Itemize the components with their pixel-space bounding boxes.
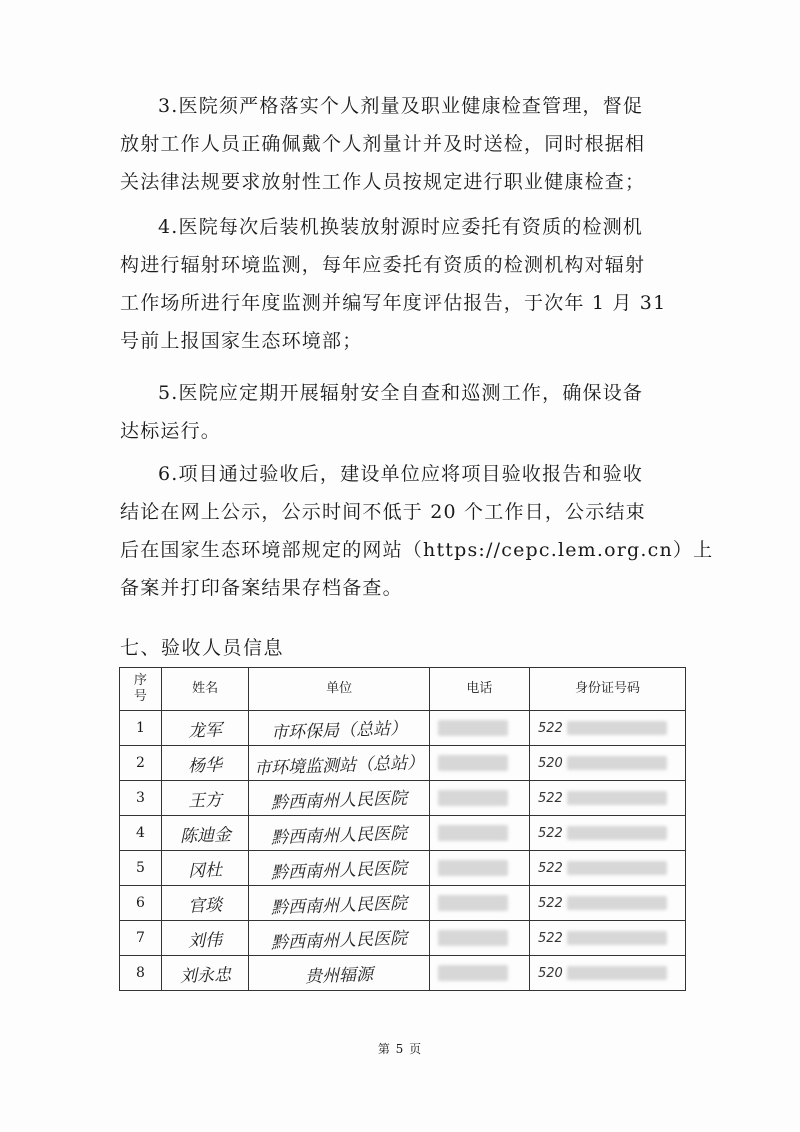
id-prefix: 522 xyxy=(537,826,563,841)
text-line: 构进行辐射环境监测，每年应委托有资质的检测机构对辐射 xyxy=(120,254,646,276)
handwritten-unit: 市环境监测站（总站） xyxy=(253,752,425,779)
row-number: 5 xyxy=(120,851,162,886)
signature-name xyxy=(161,921,248,956)
table-row xyxy=(120,711,686,746)
phone-cell xyxy=(429,886,529,921)
header-phone: 电话 xyxy=(429,668,529,711)
header-name: 姓名 xyxy=(161,668,248,711)
handwritten-name: 龙军 xyxy=(187,719,223,742)
signature-name xyxy=(161,711,248,746)
row-number: 6 xyxy=(120,886,162,921)
phone-cell xyxy=(429,921,529,956)
header-unit: 单位 xyxy=(249,668,430,711)
handwritten-unit: 黔西南州人民医院 xyxy=(270,858,408,883)
handwritten-name: 刘永忠 xyxy=(179,964,231,987)
id-cell xyxy=(529,886,685,921)
signature-name xyxy=(161,851,248,886)
redacted-phone xyxy=(438,825,508,841)
row-number: 1 xyxy=(120,711,162,746)
id-cell xyxy=(529,711,685,746)
phone-cell xyxy=(429,711,529,746)
signature-name xyxy=(161,781,248,816)
text-line: 结论在网上公示，公示时间不低于 20 个工作日，公示结束 xyxy=(120,501,646,523)
row-number: 8 xyxy=(120,956,162,991)
row-number: 3 xyxy=(120,781,162,816)
id-prefix: 522 xyxy=(537,721,563,736)
text-line: 工作场所进行年度监测并编写年度评估报告，于次年 1 月 31 xyxy=(120,292,667,314)
header-no: 序号 xyxy=(120,668,162,711)
section-title: 七、验收人员信息 xyxy=(120,637,285,659)
text-line: 号前上报国家生态环境部； xyxy=(120,330,363,352)
id-cell xyxy=(529,816,685,851)
text-line: 6.项目通过验收后，建设单位应将项目验收报告和验收 xyxy=(158,463,644,485)
handwritten-unit: 黔西南州人民医院 xyxy=(270,893,408,918)
text-line: 关法律法规要求放射性工作人员按规定进行职业健康检查； xyxy=(120,171,646,193)
paragraph-6 xyxy=(120,455,714,607)
id-prefix: 522 xyxy=(537,896,563,911)
table-row xyxy=(120,851,686,886)
redacted-phone xyxy=(438,720,508,736)
handwritten-name: 杨华 xyxy=(187,754,223,777)
unit-cell xyxy=(249,816,430,851)
redacted-phone xyxy=(438,755,508,771)
handwritten-name: 冈杜 xyxy=(187,859,223,882)
paragraph-4 xyxy=(120,208,682,360)
signature-name xyxy=(161,746,248,781)
redacted-phone xyxy=(438,790,508,806)
phone-cell xyxy=(429,851,529,886)
unit-cell xyxy=(249,956,430,991)
id-prefix: 520 xyxy=(537,966,563,981)
unit-cell xyxy=(249,886,430,921)
text-line: 备案并打印备案结果存档备查。 xyxy=(120,577,403,599)
staff-table xyxy=(119,667,686,991)
table-row xyxy=(120,886,686,921)
table-row xyxy=(120,956,686,991)
unit-cell xyxy=(249,711,430,746)
redacted-id xyxy=(567,791,667,805)
text-line: 3.医院须严格落实个人剂量及职业健康检查管理，督促 xyxy=(158,95,644,117)
table-row xyxy=(120,921,686,956)
redacted-id xyxy=(567,826,667,840)
text-line: 后在国家生态环境部规定的网站（https://cepc.lem.org.cn）上 xyxy=(120,539,714,561)
id-cell xyxy=(529,921,685,956)
signature-name xyxy=(161,956,248,991)
page-number: 第 5 页 xyxy=(377,1042,423,1056)
redacted-id xyxy=(567,721,667,735)
id-cell xyxy=(529,746,685,781)
handwritten-unit: 黔西南州人民医院 xyxy=(270,823,408,848)
redacted-phone xyxy=(438,930,508,946)
handwritten-name: 陈迪金 xyxy=(179,824,231,847)
unit-cell xyxy=(249,746,430,781)
redacted-id xyxy=(567,896,667,910)
id-prefix: 520 xyxy=(537,756,563,771)
id-prefix: 522 xyxy=(537,931,563,946)
redacted-id xyxy=(567,966,667,980)
phone-cell xyxy=(429,956,529,991)
redacted-id xyxy=(567,931,667,945)
paragraph-3 xyxy=(120,87,682,201)
text-line: 放射工作人员正确佩戴个人剂量计并及时送检，同时根据相 xyxy=(120,133,646,155)
table-header-row xyxy=(120,668,686,711)
phone-cell xyxy=(429,781,529,816)
table-row xyxy=(120,781,686,816)
unit-cell xyxy=(249,921,430,956)
handwritten-name: 刘伟 xyxy=(187,929,223,952)
table-row xyxy=(120,746,686,781)
header-id: 身份证号码 xyxy=(529,668,685,711)
phone-cell xyxy=(429,816,529,851)
redacted-phone xyxy=(438,895,508,911)
table-body xyxy=(120,711,686,991)
paragraph-5 xyxy=(120,374,682,450)
redacted-id xyxy=(567,861,667,875)
row-number: 7 xyxy=(120,921,162,956)
text-line: 4.医院每次后装机换装放射源时应委托有资质的检测机 xyxy=(158,216,644,238)
handwritten-name: 王方 xyxy=(187,789,223,812)
redacted-phone xyxy=(438,965,508,981)
text-line: 5.医院应定期开展辐射安全自查和巡测工作，确保设备 xyxy=(158,382,644,404)
signature-name xyxy=(161,816,248,851)
redacted-phone xyxy=(438,860,508,876)
id-prefix: 522 xyxy=(537,791,563,806)
row-number: 4 xyxy=(120,816,162,851)
unit-cell xyxy=(249,781,430,816)
handwritten-unit: 黔西南州人民医院 xyxy=(270,788,408,813)
text-line: 达标运行。 xyxy=(120,420,222,442)
row-number: 2 xyxy=(120,746,162,781)
id-cell xyxy=(529,781,685,816)
table-row xyxy=(120,816,686,851)
handwritten-name: 官琰 xyxy=(187,894,223,917)
redacted-id xyxy=(567,756,667,770)
signature-name xyxy=(161,886,248,921)
unit-cell xyxy=(249,851,430,886)
id-cell xyxy=(529,956,685,991)
handwritten-unit: 黔西南州人民医院 xyxy=(270,928,408,953)
handwritten-unit: 贵州辐源 xyxy=(304,964,374,987)
phone-cell xyxy=(429,746,529,781)
handwritten-unit: 市环保局（总站） xyxy=(270,718,408,743)
id-prefix: 522 xyxy=(537,861,563,876)
id-cell xyxy=(529,851,685,886)
